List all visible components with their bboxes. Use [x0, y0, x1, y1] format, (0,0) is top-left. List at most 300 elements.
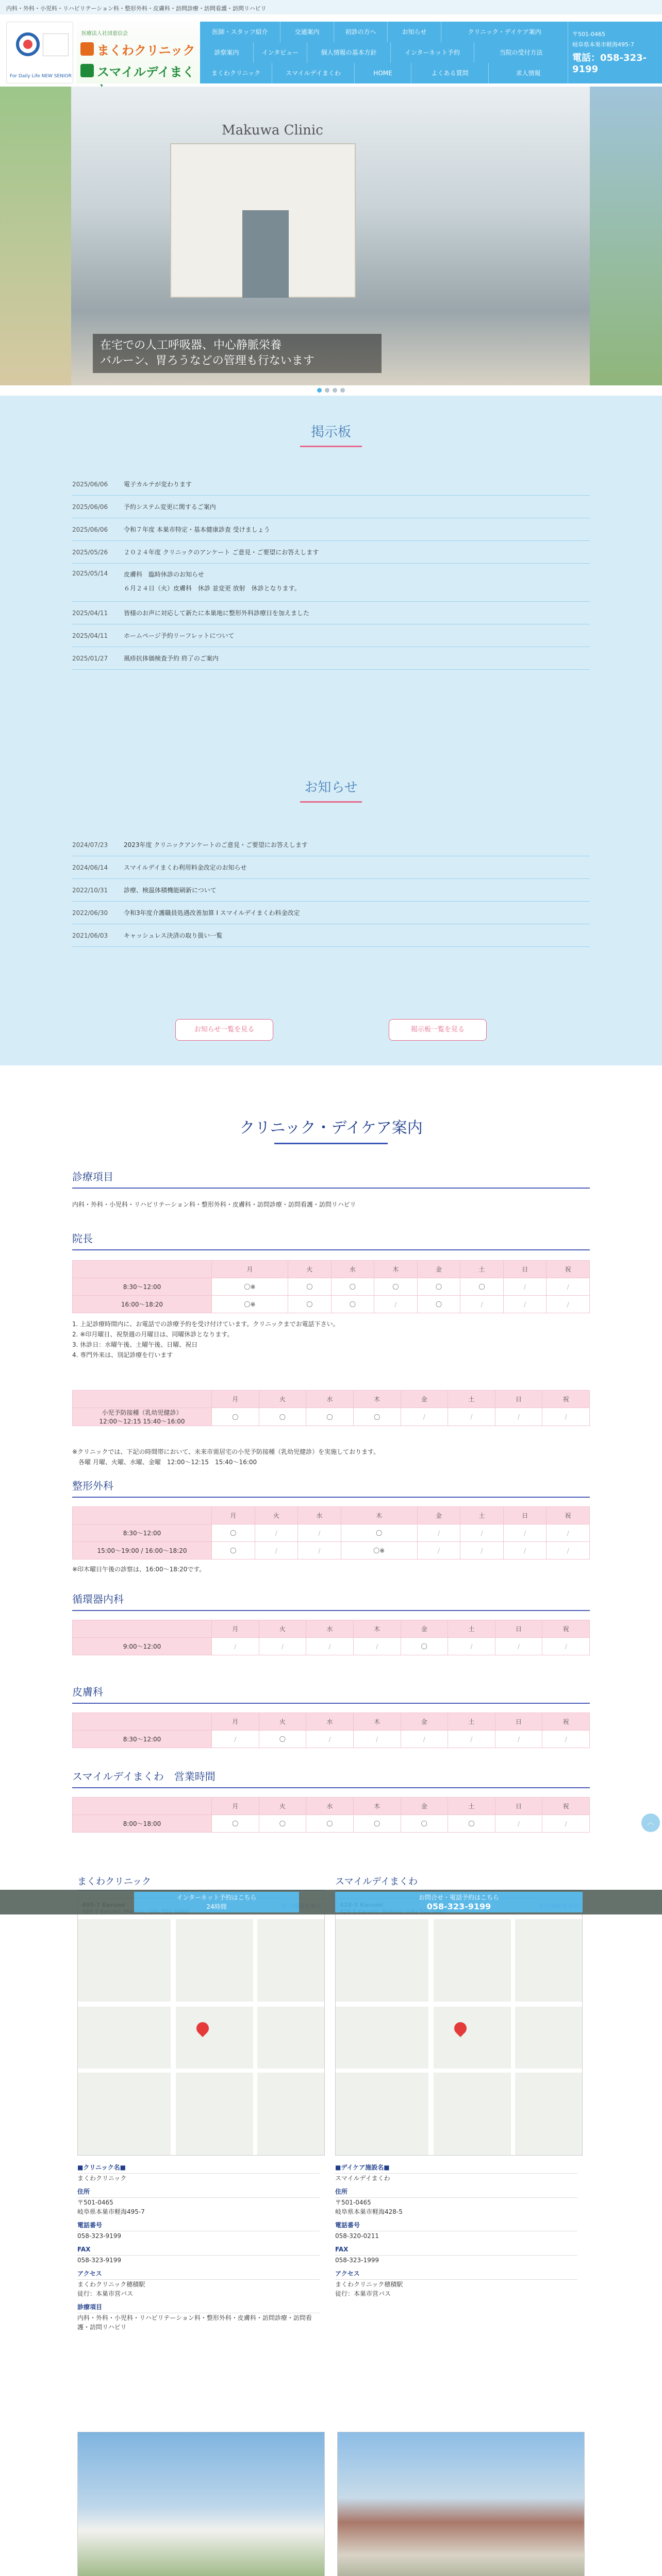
list-item[interactable] [72, 856, 590, 879]
scroll-top-button[interactable] [641, 1814, 660, 1832]
note-line: 各曜 月曜、火曜、水曜、金曜 12:00〜12:15 15:40〜16:00 [72, 1459, 257, 1466]
item-text[interactable]: 診療、検温体積機能刷新について [124, 887, 217, 894]
dept-text: 内科・外科・小児科・リハビリテーション科・整形外科・皮膚科・訪問診療・訪問看護・訪問リハビリ [72, 1201, 356, 1208]
circ-heading: 循環器内科 [72, 1591, 590, 1611]
nav-consultation[interactable]: 診察案内 [200, 42, 254, 63]
item-date: 2024/06/14 [72, 863, 108, 871]
item-date: 2022/06/30 [72, 909, 108, 917]
map-road [171, 1919, 176, 2156]
map-road [428, 1919, 434, 2156]
hero-caption-line2: バルーン、胃ろうなどの管理も行ないます [100, 354, 315, 367]
table-cell: 〇 [401, 1638, 448, 1655]
item-date: 2025/04/11 [72, 609, 108, 617]
item-text[interactable]: ２０２４年度 クリニックのアンケート ご意見・ご要望にお答えします [124, 549, 319, 556]
internal-schedule-table [72, 1260, 590, 1313]
table-header-row [73, 1798, 590, 1815]
circ-schedule-table [72, 1620, 590, 1655]
internal-heading: 院長 [72, 1230, 590, 1250]
logo[interactable] [6, 22, 73, 83]
board-title [0, 421, 662, 447]
peds-schedule-table [72, 1390, 590, 1426]
list-item[interactable] [72, 564, 590, 602]
daycare-info [335, 2159, 577, 2298]
header-cell: 水 [306, 1620, 354, 1638]
nav-news[interactable]: お知らせ [388, 22, 441, 42]
table-cell: / [495, 1408, 542, 1426]
nav-access[interactable]: 交通案内 [280, 22, 334, 42]
slider-dot[interactable] [340, 388, 345, 393]
table-cell: / [448, 1638, 495, 1655]
table-cell: 〇 [374, 1278, 418, 1296]
table-header-row [73, 1620, 590, 1638]
internet-booking-hours: 24時間 [206, 1903, 227, 1910]
day-schedule-table [72, 1797, 590, 1833]
contact-zip: 〒501-0465 [572, 31, 605, 38]
table-cell: 〇 [306, 1815, 354, 1833]
info-key: 診療項目 [77, 2302, 320, 2313]
map-pin-icon[interactable] [452, 2020, 469, 2037]
slider-dots [0, 385, 662, 396]
info-value[interactable]: 058-323-9199 [77, 2232, 122, 2240]
header-cell: 祝 [542, 1391, 590, 1408]
list-item[interactable] [72, 647, 590, 670]
header-cell: 木 [374, 1261, 418, 1278]
contact-tel-label: 電話 [572, 53, 591, 63]
table-cell: / [542, 1731, 590, 1748]
table-cell: 〇 [353, 1815, 401, 1833]
table-cell: 〇 [212, 1524, 255, 1542]
header-cell: 木 [353, 1391, 401, 1408]
top-department-bar [0, 0, 662, 14]
time-cell: 8:30〜12:00 [73, 1524, 212, 1542]
clinic-guide-title [0, 1115, 662, 1144]
info-key: ■デイケア施設名■ [335, 2163, 577, 2174]
table-cell: / [542, 1815, 590, 1833]
header-cell: 火 [259, 1620, 306, 1638]
header-cell [73, 1713, 212, 1731]
info-key: 住所 [77, 2187, 320, 2198]
table-header-row [73, 1391, 590, 1408]
certification-logo-icon [43, 33, 69, 56]
note-line: 3. 休診日：水曜午後、土曜午後、日曜、祝日 [72, 1341, 198, 1348]
nav-first-visit[interactable]: 初診の方へ [334, 22, 388, 42]
header-cell: 火 [259, 1391, 306, 1408]
item-date: 2025/05/14 [72, 570, 108, 577]
nav-faq[interactable]: よくある質問 [411, 63, 489, 83]
hero-caption-line1: 在宅での人工呼吸器、中心静脈栄養 [100, 339, 282, 352]
table-row [73, 1815, 590, 1833]
main-nav [200, 22, 568, 83]
list-item[interactable] [72, 924, 590, 947]
map-road [253, 1919, 257, 2156]
internal-notes [72, 1319, 590, 1360]
board-list [72, 473, 590, 670]
daycare-mark-icon [80, 64, 94, 77]
nav-recruit[interactable]: 求人情報 [489, 63, 568, 83]
header-cell: 水 [306, 1391, 354, 1408]
time-cell: 15:00〜19:00 / 16:00〜18:20 [73, 1542, 212, 1560]
table-cell: 〇※ [341, 1542, 417, 1560]
header-cell [73, 1620, 212, 1638]
header-cell: 月 [212, 1798, 259, 1815]
table-cell: / [353, 1731, 401, 1748]
info-key: アクセス [77, 2269, 320, 2280]
nav-staff[interactable]: 医師・スタッフ紹介 [200, 22, 280, 42]
header-cell: 祝 [542, 1620, 590, 1638]
hero-right-image [590, 87, 662, 385]
table-cell: / [306, 1731, 354, 1748]
phone-booking-label: お問合せ・電話予約はこちら [418, 1894, 499, 1901]
info-key: 電話番号 [335, 2221, 577, 2231]
item-text[interactable]: 2023年度 クリニックアンケートのご意見・ご要望にお答えします [124, 841, 308, 849]
header-cell [73, 1798, 212, 1815]
phone-booking-button[interactable] [335, 1892, 583, 1912]
info-value: 058-323-9199 [77, 2257, 122, 2264]
list-item[interactable] [72, 602, 590, 624]
clinic-mark-icon [80, 42, 94, 56]
item-text[interactable]: キャッシュレス決済の取り扱い一覧 [124, 932, 223, 939]
peds-time: 12:00〜12:15 15:40〜16:00 [99, 1418, 185, 1425]
nav-clinic-guide[interactable]: クリニック・デイケア案内 [441, 22, 568, 42]
header-cell: 日 [495, 1798, 542, 1815]
map-left [77, 1874, 325, 1891]
hero-slider[interactable] [0, 87, 662, 385]
table-cell: 〇 [331, 1296, 374, 1313]
table-cell: / [448, 1731, 495, 1748]
floating-contact-bar [0, 1890, 662, 1914]
header-cell: 月 [212, 1261, 288, 1278]
clinic-sign: Makuwa Clinic [222, 123, 323, 138]
header-cell: 日 [495, 1620, 542, 1638]
item-text[interactable]: 予約システム変更に関するご案内 [124, 503, 216, 511]
header-cell: 金 [417, 1507, 460, 1524]
item-date: 2025/06/06 [72, 526, 108, 533]
table-cell: / [306, 1638, 354, 1655]
table-header-row [73, 1261, 590, 1278]
header-cell: 水 [306, 1713, 354, 1731]
table-cell: 〇 [353, 1408, 401, 1426]
header-cell: 金 [401, 1391, 448, 1408]
table-row [73, 1731, 590, 1748]
ortho-note: ※印木曜日午後の診察は、16:00〜18:20です。 [72, 1566, 206, 1573]
list-item[interactable] [72, 834, 590, 856]
table-row [73, 1278, 590, 1296]
clinic-section [0, 1065, 662, 2576]
item-date: 2025/04/11 [72, 632, 108, 639]
hero-caption [93, 334, 382, 373]
list-item[interactable] [72, 879, 590, 902]
table-cell: 〇 [212, 1408, 259, 1426]
info-key: 電話番号 [77, 2221, 320, 2231]
header-cell: 日 [495, 1713, 542, 1731]
map-pin-icon[interactable] [194, 2020, 211, 2037]
item-text[interactable]: スマイルデイまくわ利用料金改定のお知らせ [124, 864, 247, 871]
item-text[interactable]: 電子カルテが変わります [124, 481, 192, 488]
table-cell: 〇※ [212, 1278, 288, 1296]
info-value: まくわクリニック穂積駅 [335, 2281, 403, 2288]
header-cell: 月 [212, 1391, 259, 1408]
internet-booking-button[interactable] [134, 1892, 299, 1912]
daycare-photo [337, 2432, 585, 2576]
header-cell: 祝 [547, 1261, 590, 1278]
table-cell: / [401, 1408, 448, 1426]
news-title-text: お知らせ [304, 780, 358, 795]
table-cell: / [353, 1638, 401, 1655]
table-cell: 〇 [212, 1815, 259, 1833]
header-cell [73, 1261, 212, 1278]
map-right-embed[interactable] [335, 1898, 583, 2156]
chevron-up-icon: ︿ [647, 1819, 654, 1827]
title-underline [300, 446, 362, 447]
header-cell: 日 [503, 1261, 547, 1278]
item-text[interactable]: 風疹抗体価検査予約 終了のご案内 [124, 655, 219, 662]
header-cell: 土 [448, 1620, 495, 1638]
table-cell: / [495, 1638, 542, 1655]
clinic-photo [77, 2432, 325, 2576]
item-text[interactable]: 皆様のお声に対応して新たに本巣地に整形外科診療日を加えました [124, 609, 310, 617]
header-cell: 祝 [547, 1507, 590, 1524]
note-line: 2. ※印月曜日、祝祭週の月曜日は、同曜休診となります。 [72, 1331, 234, 1338]
map-right [335, 1874, 583, 1891]
clinic-door [242, 210, 289, 298]
notice-section [0, 396, 662, 1065]
contact-tel[interactable]: 058-323-9199 [572, 53, 647, 75]
header-cell: 祝 [542, 1713, 590, 1731]
map-left-embed[interactable] [77, 1898, 325, 2156]
table-cell: / [417, 1524, 460, 1542]
slider-dot[interactable] [333, 388, 337, 393]
header-cell: 月 [212, 1620, 259, 1638]
table-cell: / [503, 1542, 547, 1560]
header-cell: 木 [341, 1507, 417, 1524]
info-value: まくわクリニック [77, 2175, 127, 2182]
table-cell: / [448, 1408, 495, 1426]
day-heading: スマイルデイまくわ 営業時間 [72, 1768, 590, 1788]
table-cell: 〇 [212, 1542, 255, 1560]
list-item[interactable] [72, 902, 590, 924]
board-list-button[interactable]: 掲示板一覧を見る [389, 1019, 487, 1041]
info-value[interactable]: 058-320-0211 [335, 2232, 379, 2240]
header-cell [73, 1507, 212, 1524]
table-cell: / [547, 1542, 590, 1560]
table-cell: / [495, 1731, 542, 1748]
table-row [73, 1524, 590, 1542]
table-cell: / [542, 1638, 590, 1655]
header-cell: 水 [331, 1261, 374, 1278]
list-item[interactable] [72, 518, 590, 541]
table-cell: / [460, 1296, 504, 1313]
title-underline [274, 1143, 388, 1144]
table-cell: 〇 [331, 1278, 374, 1296]
info-value: まくわクリニック穂積駅 [77, 2281, 145, 2288]
table-cell: 〇 [417, 1296, 460, 1313]
time-cell: 8:30〜12:00 [73, 1731, 212, 1748]
slider-dot[interactable] [317, 388, 322, 393]
map-road [336, 2069, 583, 2073]
table-cell: / [547, 1524, 590, 1542]
nav-privacy[interactable]: 個人情報の基本方針 [307, 42, 391, 63]
item-date: 2024/07/23 [72, 841, 108, 849]
info-value: 徒行：本巣市営バス [335, 2290, 391, 2297]
item-subtext: ６月２４日（火）皮膚科 休診 並変更 放射 休診となります。 [124, 585, 301, 592]
list-item[interactable] [72, 624, 590, 647]
title-underline [300, 801, 362, 803]
map-road [78, 2002, 325, 2007]
header-cell: 日 [495, 1391, 542, 1408]
table-cell: 〇 [288, 1296, 332, 1313]
news-list-button[interactable]: お知らせ一覧を見る [175, 1019, 273, 1041]
peds-label: 小児予防接種（乳幼児健診） [102, 1409, 183, 1416]
map-right-caption: スマイルデイまくわ [335, 1874, 583, 1891]
nav-interview[interactable]: インタビュー [254, 42, 307, 63]
info-value: 徒行：本巣市営バス [77, 2290, 134, 2297]
derm-schedule-table [72, 1713, 590, 1748]
header-cell: 金 [401, 1713, 448, 1731]
header-cell: 水 [298, 1507, 341, 1524]
table-cell: / [417, 1542, 460, 1560]
info-key: 住所 [335, 2187, 577, 2198]
item-text[interactable]: 令和７年度 本巣市特定・基本健康診査 受けましょう [124, 526, 270, 533]
map-road [336, 2002, 583, 2007]
hero-left-image [0, 87, 71, 385]
list-item[interactable] [72, 496, 590, 518]
item-date: 2021/06/03 [72, 931, 108, 939]
time-cell: 8:00〜18:00 [73, 1815, 212, 1833]
table-cell: / [401, 1731, 448, 1748]
header-cell: 土 [448, 1713, 495, 1731]
brand-block[interactable] [76, 22, 200, 83]
slider-dot[interactable] [325, 388, 329, 393]
ortho-schedule-table [72, 1506, 590, 1560]
table-cell: / [298, 1542, 341, 1560]
ring-logo-icon [16, 32, 40, 56]
table-row [73, 1296, 590, 1313]
table-cell: / [298, 1524, 341, 1542]
table-cell: 〇 [306, 1408, 354, 1426]
item-date: 2025/06/06 [72, 480, 108, 488]
contact-address: 岐阜県本巣市軽海495-7 [572, 41, 634, 48]
table-cell: / [495, 1815, 542, 1833]
info-value: 〒501-0465 [335, 2199, 371, 2206]
internet-booking-label: インターネット予約はこちら [176, 1894, 257, 1901]
nav-home[interactable]: HOME [355, 63, 411, 83]
item-date: 2025/01/27 [72, 654, 108, 662]
header-cell: 火 [288, 1261, 332, 1278]
table-cell: 〇 [417, 1278, 460, 1296]
table-cell: 〇 [401, 1815, 448, 1833]
item-text[interactable]: ホームページ予約リーフレットについて [124, 632, 235, 639]
header-cell: 金 [417, 1261, 460, 1278]
time-cell [73, 1408, 212, 1426]
table-cell: 〇 [259, 1815, 306, 1833]
news-list [72, 834, 590, 947]
table-cell: / [460, 1542, 504, 1560]
peds-notes [72, 1447, 590, 1467]
header-cell: 火 [259, 1798, 306, 1815]
table-cell: / [255, 1542, 298, 1560]
header-cell: 土 [460, 1507, 504, 1524]
header-cell: 金 [401, 1798, 448, 1815]
note-line: 4. 専門外来は、別記診療を行います [72, 1351, 173, 1359]
clinic-info [77, 2159, 320, 2332]
item-date: 2022/10/31 [72, 886, 108, 894]
header-cell: 月 [212, 1507, 255, 1524]
map-road [78, 2069, 325, 2073]
header-cell: 火 [255, 1507, 298, 1524]
header-cell: 祝 [542, 1798, 590, 1815]
nav-makuwa-clinic[interactable]: まくわクリニック [200, 63, 272, 83]
dept-heading: 診療項目 [72, 1168, 590, 1189]
list-item[interactable] [72, 541, 590, 564]
header-cell: 火 [259, 1713, 306, 1731]
info-key: アクセス [335, 2269, 577, 2280]
table-cell: 〇 [259, 1731, 306, 1748]
info-key: FAX [335, 2245, 577, 2256]
ortho-heading: 整形外科 [72, 1478, 590, 1498]
info-value: 岐阜県本巣市軽海428-5 [335, 2208, 403, 2215]
info-key: FAX [77, 2245, 320, 2256]
table-cell: / [255, 1524, 298, 1542]
nav-internet-booking[interactable]: インターネット予約 [391, 42, 474, 63]
table-cell: / [374, 1296, 418, 1313]
brand-name-daycare: スマイルデイまく [97, 64, 195, 79]
derm-heading: 皮膚科 [72, 1684, 590, 1704]
table-cell: 〇※ [212, 1296, 288, 1313]
table-cell: 〇 [288, 1278, 332, 1296]
info-value: 岐阜県本巣市軽海495-7 [77, 2208, 145, 2215]
list-item[interactable] [72, 473, 590, 496]
time-cell: 8:30〜12:00 [73, 1278, 212, 1296]
header-cell: 水 [306, 1798, 354, 1815]
map-road [511, 1919, 515, 2156]
item-text[interactable]: 皮膚科 臨時休診のお知らせ [124, 571, 204, 578]
header-cell: 土 [448, 1798, 495, 1815]
table-cell: / [547, 1278, 590, 1296]
phone-booking-number: 058-323-9199 [426, 1902, 491, 1911]
header-cell [73, 1391, 212, 1408]
info-key: ■クリニック名■ [77, 2163, 320, 2174]
time-cell: 9:00〜12:00 [73, 1638, 212, 1655]
nav-smile-day[interactable]: スマイルデイまくわ [272, 63, 355, 83]
table-row [73, 1408, 590, 1426]
header-cell: 金 [401, 1620, 448, 1638]
table-cell: / [503, 1524, 547, 1542]
nav-reception[interactable]: 当院の受付方法 [474, 42, 568, 63]
info-value: 058-323-1999 [335, 2257, 379, 2264]
map-left-caption: まくわクリニック [77, 1874, 325, 1891]
item-text[interactable]: 令和3年度介護職員処遇改善加算 Ⅰ スマイルデイまくわ料金改定 [124, 909, 300, 917]
table-cell: 〇 [460, 1278, 504, 1296]
table-cell: / [212, 1731, 259, 1748]
news-title [0, 777, 662, 803]
header-cell: 木 [353, 1620, 401, 1638]
table-cell: / [460, 1524, 504, 1542]
brand-name-clinic: まくわクリニック [97, 43, 195, 58]
header-cell: 日 [503, 1507, 547, 1524]
clinic-guide-title-text: クリニック・デイケア案内 [239, 1119, 423, 1137]
table-header-row [73, 1713, 590, 1731]
brand-subtitle: 医療法人社団恵信会 [81, 31, 128, 37]
table-cell: / [503, 1296, 547, 1313]
header-contact[interactable]: 〒501-0465 岐阜県本巣市軽海495-7 電話：058-323-9199 [568, 22, 662, 83]
table-cell: 〇 [341, 1524, 417, 1542]
info-value: 〒501-0465 [77, 2199, 113, 2206]
table-cell: / [542, 1408, 590, 1426]
note-line: ※クリニックでは、下記の時間帯において、未来市需居宅の小児予防接種（乳幼児健診）を実施しております。 [72, 1448, 380, 1455]
table-cell: / [212, 1638, 259, 1655]
table-cell: / [259, 1638, 306, 1655]
info-value: スマイルデイまくわ [335, 2175, 390, 2182]
